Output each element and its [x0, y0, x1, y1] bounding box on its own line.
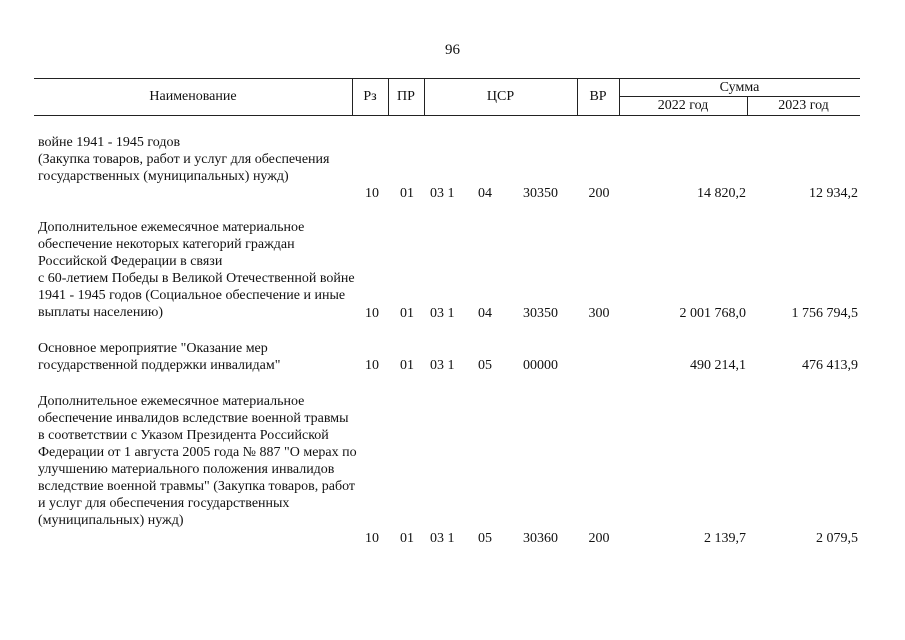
- row-name-text: Дополнительное ежемесячное материальное обеспечение некоторых категорий граждан Российской Федерации в связи с 60-летием Победы в Великой Отечественной войне 1941 - 1945 годов (Социальное обеспечение и иные выплаты населению): [38, 220, 355, 320]
- cell-vr: 300: [588, 306, 610, 321]
- row-name-text: Основное мероприятие "Оказание мер государственной поддержки инвалидам": [38, 341, 281, 373]
- cell-rz: 10: [365, 358, 379, 373]
- cell-sum-2023: 2 079,5: [816, 531, 858, 546]
- cell-vr: 200: [588, 531, 610, 546]
- cell-pr: 01: [400, 358, 414, 373]
- cell-csr-code: 30360: [523, 531, 558, 546]
- cell-csr-main: 05: [478, 358, 492, 373]
- cell-csr-main: 05: [478, 531, 492, 546]
- row-name-text: войне 1941 - 1945 годов (Закупка товаров, работ и услуг для обеспечения государственных (муниципальных) нужд): [38, 135, 330, 184]
- cell-sum-2023: 476 413,9: [802, 358, 858, 373]
- cell-sum-2022: 2 139,7: [704, 531, 746, 546]
- cell-csr-program: 03 1: [430, 531, 455, 546]
- header-rz: Рз: [363, 89, 377, 104]
- row-name: [38, 219, 358, 321]
- cell-sum-2022: 2 001 768,0: [679, 306, 746, 321]
- header-name: Наименование: [149, 89, 237, 104]
- header-sum: Сумма: [719, 80, 760, 95]
- row-name: [38, 134, 358, 185]
- cell-rz: 10: [365, 306, 379, 321]
- row-name: [38, 340, 358, 374]
- cell-csr-main: 04: [478, 306, 492, 321]
- cell-csr-code: 30350: [523, 186, 558, 201]
- row-name: [38, 393, 358, 529]
- cell-sum-2022: 490 214,1: [690, 358, 746, 373]
- cell-sum-2022: 14 820,2: [697, 186, 746, 201]
- cell-pr: 01: [400, 531, 414, 546]
- cell-csr-code: 00000: [523, 358, 558, 373]
- cell-sum-2023: 1 756 794,5: [791, 306, 858, 321]
- header-vr: ВР: [589, 89, 607, 104]
- table-header: [34, 78, 860, 116]
- header-csr: ЦСР: [486, 89, 515, 104]
- cell-rz: 10: [365, 531, 379, 546]
- cell-csr-main: 04: [478, 186, 492, 201]
- cell-rz: 10: [365, 186, 379, 201]
- cell-csr-program: 03 1: [430, 186, 455, 201]
- cell-pr: 01: [400, 306, 414, 321]
- row-name-text: Дополнительное ежемесячное материальное обеспечение инвалидов вследствие военной травмы в соответствии с Указом Президента Российской Федерации от 1 августа 2005 года № 887 "О мерах по улучшению материального положения инвалидов вследствие военной травмы" (Закупка товаров, работ и услуг для обеспечения государственных (муниципальных) нужд): [38, 394, 357, 528]
- cell-pr: 01: [400, 186, 414, 201]
- cell-sum-2023: 12 934,2: [809, 186, 858, 201]
- page-number: 96: [445, 42, 460, 58]
- header-pr: ПР: [397, 89, 415, 104]
- cell-csr-program: 03 1: [430, 358, 455, 373]
- header-year-2023: 2023 год: [778, 98, 829, 113]
- cell-vr: 200: [588, 186, 610, 201]
- cell-csr-program: 03 1: [430, 306, 455, 321]
- cell-csr-code: 30350: [523, 306, 558, 321]
- header-year-2022: 2022 год: [657, 98, 709, 113]
